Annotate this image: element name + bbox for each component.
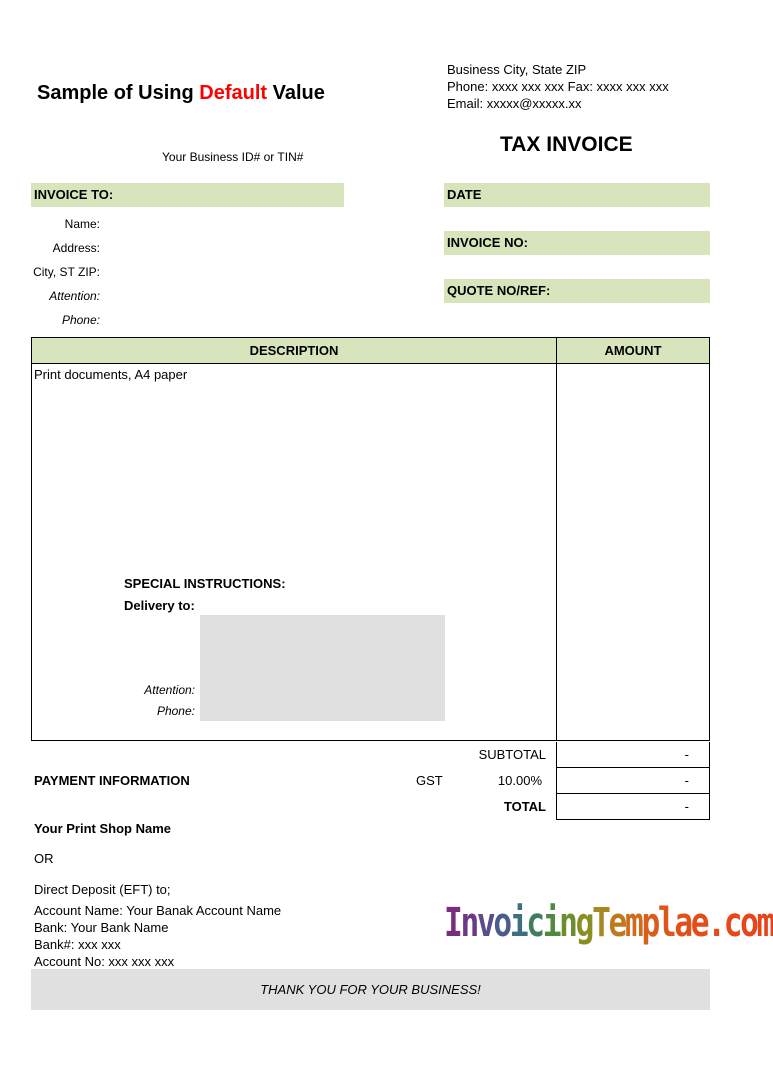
quote-ref-field[interactable]: QUOTE NO/REF: (444, 279, 710, 303)
description-column-header: DESCRIPTION (32, 338, 556, 364)
bill-phone-label: Phone: (61, 313, 100, 327)
bank-number: Bank#: xxx xxx (34, 937, 121, 952)
account-name: Account Name: Your Banak Account Name (34, 903, 282, 918)
column-divider (556, 338, 557, 740)
title-highlight: Default (199, 82, 268, 104)
document-title: TAX INVOICE (500, 133, 633, 156)
bill-attention-label: Attention: (49, 289, 100, 303)
date-field[interactable]: DATE (444, 183, 710, 207)
invoice-sample-title (37, 82, 325, 105)
delivery-phone-label: Phone: (156, 704, 195, 718)
delivery-attention-label: Attention: (144, 683, 195, 697)
thank-you-footer: THANK YOU FOR YOUR BUSINESS! (31, 969, 710, 1010)
business-address: Business City, State ZIP (447, 62, 587, 77)
business-email: Email: xxxxx@xxxxx.xx (447, 96, 582, 111)
gst-rate: 10.00% (497, 773, 542, 788)
delivery-to-label: Delivery to: (124, 598, 195, 613)
title-prefix: Sample of Using (37, 82, 200, 104)
gst-value: - (556, 768, 710, 794)
title-suffix: Value (267, 82, 325, 104)
eft-text: Direct Deposit (EFT) to; (34, 882, 171, 897)
subtotal-value: - (556, 742, 710, 768)
subtotal-label: SUBTOTAL (478, 747, 546, 762)
delivery-box[interactable] (200, 615, 445, 721)
total-value: - (556, 794, 710, 820)
logo-text: InvoicingTemplae.com (444, 900, 773, 946)
special-instructions-heading: SPECIAL INSTRUCTIONS: (124, 576, 286, 591)
invoicing-template-logo (444, 900, 773, 946)
account-number: Account No: xxx xxx xxx (34, 954, 175, 969)
invoice-no-field[interactable]: INVOICE NO: (444, 231, 710, 255)
business-id: Your Business ID# or TIN# (162, 150, 304, 164)
payment-information-heading: PAYMENT INFORMATION (34, 773, 190, 788)
total-label: TOTAL (503, 799, 546, 814)
amount-column-header: AMOUNT (557, 338, 709, 364)
invoice-to-heading: INVOICE TO: (31, 183, 344, 207)
bill-name-label: Name: (64, 217, 100, 231)
print-shop-name: Your Print Shop Name (34, 821, 171, 836)
bank-name: Bank: Your Bank Name (34, 920, 169, 935)
or-text: OR (34, 851, 54, 866)
bill-city-label: City, ST ZIP: (33, 265, 100, 279)
business-phone: Phone: xxxx xxx xxx Fax: xxxx xxx xxx (447, 79, 669, 94)
gst-label: GST (416, 773, 443, 788)
bill-address-label: Address: (52, 241, 100, 255)
line-item-description[interactable]: Print documents, A4 paper (34, 367, 188, 382)
